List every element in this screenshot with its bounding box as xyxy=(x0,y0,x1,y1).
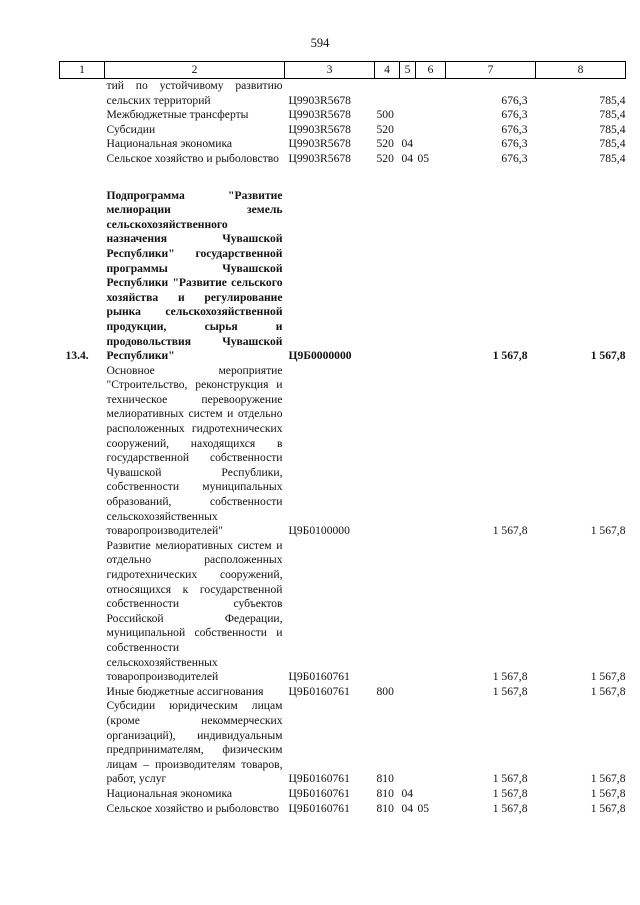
header-col-4: 4 xyxy=(375,62,400,79)
row-code: Ц9Б0160761 xyxy=(288,670,350,684)
row-section: 04 xyxy=(401,801,414,815)
row-amount-col8: 1 567,8 xyxy=(590,786,626,800)
row-number xyxy=(60,364,105,539)
row-code: Ц9903R5678 xyxy=(288,151,351,165)
table-row xyxy=(60,152,626,167)
row-amount-col8: 785,4 xyxy=(599,93,626,107)
row-amount-col8: 785,4 xyxy=(599,122,626,136)
row-amount-col8: 1 567,8 xyxy=(590,772,626,786)
row-name: Развитие мелиоративных систем и отдельно расположенных гидротехнических сооружений, относящихся к государственной собственности субъектов Российской Федерации, муниципальной собственности и собственности сельскохозяйственных товаропроизводителей xyxy=(106,538,283,684)
row-amount-col7: 676,3 xyxy=(501,151,528,165)
row-code: Ц9903R5678 xyxy=(288,137,351,151)
row-amount-col8: 785,4 xyxy=(599,137,626,151)
row-number xyxy=(60,699,105,787)
row-code: Ц9Б0160761 xyxy=(288,684,350,698)
table-body xyxy=(60,79,626,817)
row-code: Ц9903R5678 xyxy=(288,122,351,136)
table-row xyxy=(60,539,626,685)
row-amount-col8: 785,4 xyxy=(599,151,626,165)
row-expense-type: 810 xyxy=(376,786,394,800)
row-code: Ц9Б0100000 xyxy=(288,524,350,538)
row-amount-col8: 1 567,8 xyxy=(590,801,626,815)
row-subsection xyxy=(416,364,446,539)
row-expense-type xyxy=(375,539,400,685)
row-number: 13.4. xyxy=(65,349,89,363)
row-amount-col8: 1 567,8 xyxy=(590,524,626,538)
row-section: 04 xyxy=(401,137,414,151)
header-col-3: 3 xyxy=(285,62,375,79)
row-amount-col7: 676,3 xyxy=(501,122,528,136)
table-row xyxy=(60,108,626,123)
row-section xyxy=(400,364,416,539)
row-section xyxy=(400,123,416,138)
row-section xyxy=(400,539,416,685)
row-section xyxy=(400,108,416,123)
header-col-5: 5 xyxy=(400,62,416,79)
row-name: Подпрограмма "Развитие мелиорации земель сельскохозяйственного назначения Чувашской Республики" государственной программы Чувашской Республики "Развитие сельского хозяйства и регулирование рынка сельскохозяйственной продукции, сырья и продовольствия Чувашской Республики" xyxy=(106,188,283,363)
header-col-1: 1 xyxy=(60,62,105,79)
row-amount-col8: 1 567,8 xyxy=(590,684,626,698)
row-code: Ц9Б0160761 xyxy=(288,786,350,800)
row-code: Ц9903R5678 xyxy=(288,108,351,122)
row-number xyxy=(60,539,105,685)
row-expense-type xyxy=(375,79,400,109)
row-subsection xyxy=(416,787,446,802)
row-amount-col7: 1 567,8 xyxy=(492,801,528,815)
row-number xyxy=(60,123,105,138)
table-header xyxy=(60,62,626,79)
row-amount-col7: 1 567,8 xyxy=(492,684,528,698)
row-subsection xyxy=(416,539,446,685)
row-section xyxy=(400,79,416,109)
row-name: тий по устойчивому развитию сельских территорий xyxy=(106,79,283,107)
row-name: Субсидии юридическим лицам (кроме некоммерческих организаций), индивидуальным предпринимателям, физическим лицам – производителям товаров, работ, услуг xyxy=(106,699,283,786)
row-amount-col7: 676,3 xyxy=(501,108,528,122)
row-name: Сельское хозяйство и рыболовство xyxy=(106,801,279,815)
table-row xyxy=(60,699,626,787)
row-subsection: 05 xyxy=(417,151,430,165)
row-name: Сельское хозяйство и рыболовство xyxy=(106,151,279,165)
row-name: Субсидии xyxy=(106,122,156,136)
row-section: 04 xyxy=(401,151,414,165)
row-section xyxy=(400,685,416,700)
row-expense-type: 810 xyxy=(376,772,394,786)
row-number xyxy=(60,79,105,109)
row-amount-col7: 676,3 xyxy=(501,137,528,151)
row-number xyxy=(60,685,105,700)
header-col-8: 8 xyxy=(536,62,626,79)
row-amount-col7: 1 567,8 xyxy=(492,524,528,538)
row-code: Ц9Б0160761 xyxy=(288,772,350,786)
row-name: Иные бюджетные ассигнования xyxy=(106,684,264,698)
row-subsection xyxy=(416,189,446,364)
row-expense-type: 520 xyxy=(376,137,394,151)
table-row xyxy=(60,787,626,802)
row-subsection xyxy=(416,685,446,700)
row-name: Национальная экономика xyxy=(106,786,233,800)
row-expense-type: 500 xyxy=(376,108,394,122)
budget-table xyxy=(59,61,626,816)
table-row xyxy=(60,137,626,152)
row-number xyxy=(60,787,105,802)
table-row xyxy=(60,364,626,539)
row-name: Основное мероприятие "Строительство, реконструкция и техническое перевооружение мелиоративных систем и отдельно расположенных гидротехнических сооружений, находящихся в государственной собственности Чувашской Республики, собственности муниципальных образований, собственности сельскохозяйственных товаропроизводителей" xyxy=(106,363,283,538)
table-row xyxy=(60,123,626,138)
row-expense-type xyxy=(375,189,400,364)
row-number xyxy=(60,137,105,152)
page-number: 594 xyxy=(310,36,330,50)
row-subsection xyxy=(416,123,446,138)
row-name: Межбюджетные трансферты xyxy=(106,108,249,122)
row-section xyxy=(400,189,416,364)
table-row xyxy=(60,189,626,364)
row-amount-col7: 676,3 xyxy=(501,93,528,107)
row-code: Ц9Б0160761 xyxy=(288,801,350,815)
row-amount-col7: 1 567,8 xyxy=(492,670,528,684)
row-subsection xyxy=(416,108,446,123)
row-number xyxy=(60,108,105,123)
table-row xyxy=(60,685,626,700)
row-code: Ц9Б0000000 xyxy=(288,349,352,363)
row-number xyxy=(60,802,105,817)
row-amount-col7: 1 567,8 xyxy=(492,772,528,786)
row-amount-col7: 1 567,8 xyxy=(492,786,528,800)
row-expense-type xyxy=(375,364,400,539)
table-row xyxy=(60,802,626,817)
row-expense-type: 520 xyxy=(376,151,394,165)
row-subsection xyxy=(416,79,446,109)
row-expense-type: 520 xyxy=(376,122,394,136)
row-subsection xyxy=(416,699,446,787)
row-amount-col7: 1 567,8 xyxy=(492,349,528,363)
row-number xyxy=(60,152,105,167)
row-subsection xyxy=(416,137,446,152)
row-expense-type: 800 xyxy=(376,684,394,698)
row-section: 04 xyxy=(401,786,414,800)
section-gap xyxy=(60,167,626,189)
row-code: Ц9903R5678 xyxy=(288,93,351,107)
row-section xyxy=(400,699,416,787)
table-row xyxy=(60,79,626,109)
row-amount-col8: 1 567,8 xyxy=(590,670,626,684)
header-col-6: 6 xyxy=(416,62,446,79)
header-col-2: 2 xyxy=(105,62,285,79)
header-col-7: 7 xyxy=(446,62,536,79)
row-expense-type: 810 xyxy=(376,801,394,815)
row-amount-col8: 1 567,8 xyxy=(590,349,626,363)
row-subsection: 05 xyxy=(417,801,430,815)
row-amount-col8: 785,4 xyxy=(599,108,626,122)
row-name: Национальная экономика xyxy=(106,137,233,151)
